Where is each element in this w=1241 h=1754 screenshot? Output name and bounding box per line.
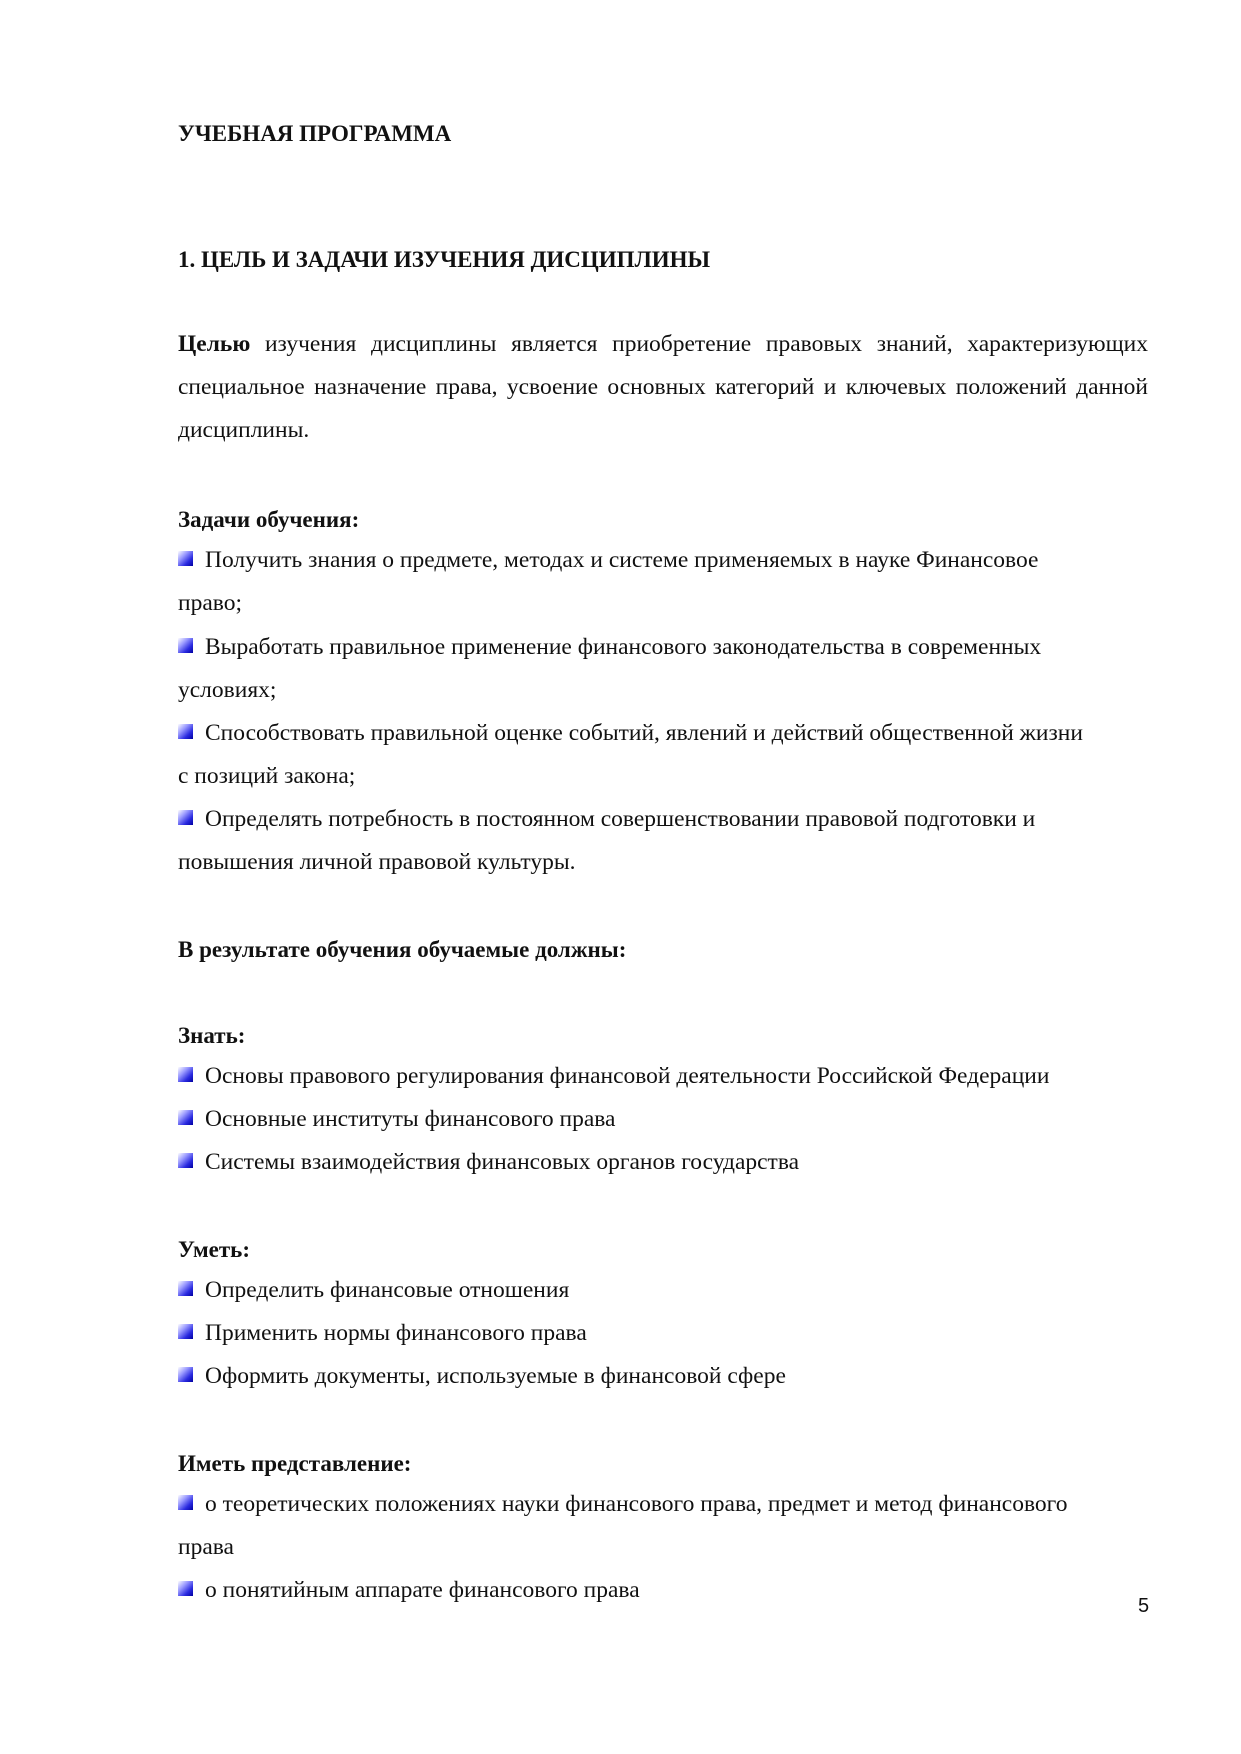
list-item (178, 798, 1148, 884)
list-item-text: Основы правового регулирования финансовой деятельности Российской Федерации (205, 1063, 1050, 1089)
list-item (178, 1269, 1148, 1312)
square-bullet-icon (178, 724, 193, 739)
know-label: Знать: (178, 1023, 246, 1048)
list-item (178, 712, 1148, 798)
list-item-text: о теоретических положениях науки финансового права, предмет и метод финансового (205, 1491, 1068, 1517)
list-item-text: Получить знания о предмете, методах и системе применяемых в науке Финансовое (205, 547, 1039, 573)
list-item (178, 1055, 1148, 1098)
able-label: Уметь: (178, 1237, 250, 1262)
list-item (178, 539, 1148, 625)
list-item-text-cont: права (178, 1534, 234, 1560)
square-bullet-icon (178, 1153, 193, 1168)
goal-label: Целью (178, 331, 251, 357)
list-item (178, 1569, 1148, 1612)
square-bullet-icon (178, 810, 193, 825)
list-item-text: о понятийным аппарате финансового права (205, 1577, 640, 1603)
list-item-text: Основные институты финансового права (205, 1106, 616, 1132)
list-item (178, 1098, 1148, 1141)
list-item-text-cont: условиях; (178, 677, 277, 703)
list-item-text: Выработать правильное применение финансового законодательства в современных (205, 634, 1042, 660)
square-bullet-icon (178, 1110, 193, 1125)
square-bullet-icon (178, 1367, 193, 1382)
goal-text: изучения дисциплины является приобретение правовых знаний, характеризующих специальное назначение права, усвоение основных категорий и ключевых положений данной дисциплины. (178, 331, 1148, 443)
list-item (178, 626, 1148, 712)
square-bullet-icon (178, 1495, 193, 1510)
list-item-text: Применить нормы финансового права (205, 1320, 587, 1346)
list-item (178, 1355, 1148, 1398)
document-title: УЧЕБНАЯ ПРОГРАММА (178, 121, 452, 146)
list-item-text: Оформить документы, используемые в финансовой сфере (205, 1363, 786, 1389)
goal-paragraph (178, 323, 1148, 452)
list-item-text-cont: с позиций закона; (178, 763, 356, 789)
tasks-label: Задачи обучения: (178, 507, 360, 532)
square-bullet-icon (178, 638, 193, 653)
list-item-text-cont: повышения личной правовой культуры. (178, 849, 576, 875)
idea-label: Иметь представление: (178, 1451, 412, 1476)
page-number: 5 (1138, 1595, 1150, 1617)
square-bullet-icon (178, 1067, 193, 1082)
square-bullet-icon (178, 551, 193, 566)
list-item-text: Способствовать правильной оценке событий, явлений и действий общественной жизни (205, 720, 1083, 746)
list-item-text-cont: право; (178, 590, 242, 616)
square-bullet-icon (178, 1281, 193, 1296)
list-item-text: Определить финансовые отношения (205, 1277, 570, 1303)
list-item (178, 1312, 1148, 1355)
square-bullet-icon (178, 1581, 193, 1596)
square-bullet-icon (178, 1324, 193, 1339)
list-item-text: Системы взаимодействия финансовых органов государства (205, 1149, 800, 1175)
list-item (178, 1483, 1148, 1569)
results-label: В результате обучения обучаемые должны: (178, 937, 627, 962)
list-item-text: Определять потребность в постоянном совершенствовании правовой подготовки и (205, 806, 1036, 832)
list-item (178, 1141, 1148, 1184)
section-heading: 1. ЦЕЛЬ И ЗАДАЧИ ИЗУЧЕНИЯ ДИСЦИПЛИНЫ (178, 247, 711, 272)
